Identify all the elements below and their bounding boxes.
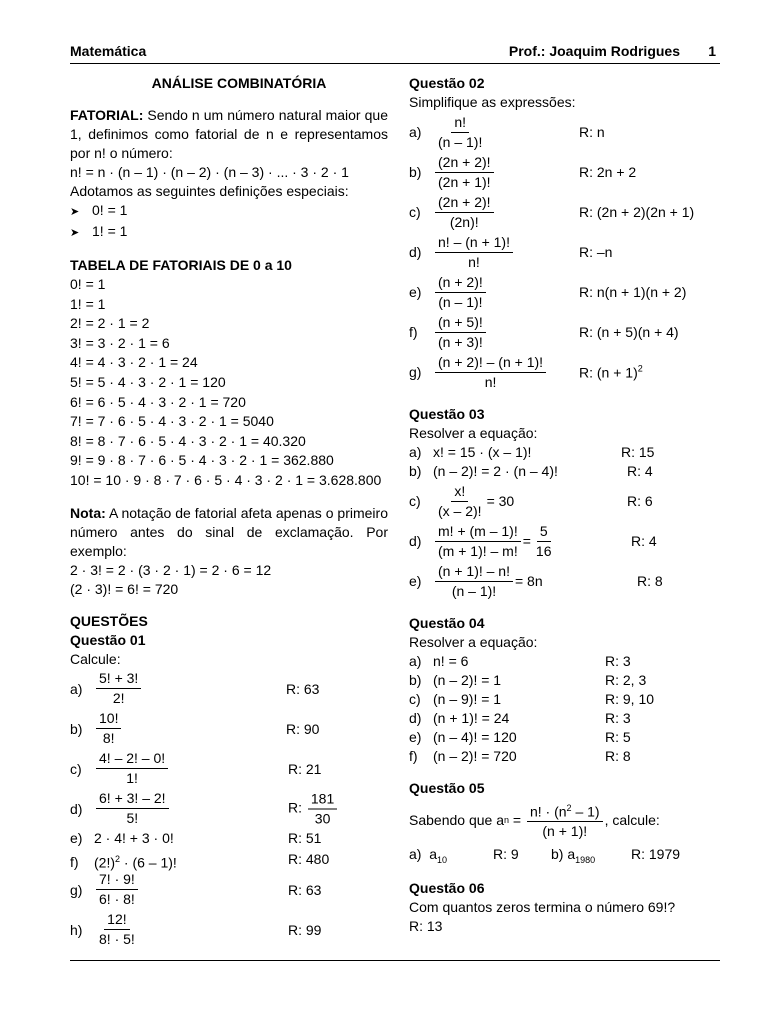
fraction: $\frac{(n + 2)! - (n + 1)!}{n!}$ bbox=[435, 354, 546, 391]
table-line: 2! = 2 · 1 = 2 bbox=[70, 315, 150, 332]
q04-item-d: d) (n + 1)! = 24 R: 3 bbox=[409, 710, 631, 726]
page-title: ANÁLISE COMBINATÓRIA bbox=[151, 75, 327, 91]
arrow-bullet-icon: ➤ bbox=[70, 206, 80, 218]
nota-example: (2 · 3)! = 6! = 720 bbox=[70, 580, 179, 597]
q02-item-a: a) $\frac{n!}{(n - 1)!}$ R: n bbox=[409, 113, 605, 150]
q03-item-b: b) (n – 2)! = 2 · (n – 4)! R: 4 bbox=[409, 463, 653, 479]
q06-answer: R: 13 bbox=[409, 918, 443, 934]
q02-intro: Simplifique as expressões: bbox=[409, 94, 576, 110]
q03-item-a: a) x! = 15 · (x – 1)! R: 15 bbox=[409, 444, 655, 460]
q05-statement: Sabendo que a n = $\frac{n! \cdot (n^2 - 1)}{(n + 1)!}$ , calcule: bbox=[409, 798, 729, 842]
answer: R: 4 bbox=[627, 463, 653, 479]
answer: R: (2n + 2)(2n + 1) bbox=[579, 204, 695, 220]
q03-item-d: d) $\frac{m! + (m - 1)!}{(m + 1)! - m!}$ = $\frac{5}{16}$ R: 4 bbox=[409, 522, 657, 559]
q02-item-c: c) $\frac{(2n + 2)!}{(2n)!}$ R: (2n + 2)(2n + 1) bbox=[409, 193, 695, 230]
q01-item-e: e) 2 · 4! + 3 · 0! R: 51 bbox=[70, 829, 322, 846]
fraction: $\frac{4! - 2! - 0!}{1!}$ bbox=[96, 750, 168, 787]
answer: R: 8 bbox=[605, 748, 631, 764]
fraction: $\frac{(n + 2)!}{(n - 1)!}$ bbox=[435, 274, 486, 311]
q01-item-h: h) $\frac{12!}{8! \cdot 5!}$ R: 99 bbox=[70, 911, 322, 948]
fatorial-text: Sendo n um número natural maior que 1, definimos como fatorial de n e representamos por n! o número: bbox=[70, 107, 388, 161]
answer: R: $(n + 1)^2$ bbox=[579, 363, 643, 381]
special-item: ➤ 1! = 1 bbox=[70, 222, 388, 243]
table-line: 4! = 4 · 3 · 2 · 1 = 24 bbox=[70, 354, 198, 371]
questoes-title: QUESTÕES bbox=[70, 612, 148, 629]
answer: R: 9, 10 bbox=[605, 691, 655, 707]
special-definitions-intro: Adotamos as seguintes definições especiais: bbox=[70, 183, 349, 199]
q05-parts: a) $a_{10}$ R: 9 b) $a_{1980}$ R: 1979 bbox=[409, 842, 729, 866]
table-line: 9! = 9 · 8 · 7 · 6 · 5 · 4 · 3 · 2 · 1 = 362.880 bbox=[70, 452, 334, 469]
table-title: TABELA DE FATORIAIS DE 0 a 10 bbox=[70, 257, 292, 273]
q01-title: Questão 01 bbox=[70, 631, 146, 648]
answer: R: 15 bbox=[621, 444, 655, 460]
fraction: $\frac{7! \cdot 9!}{6! \cdot 8!}$ bbox=[96, 871, 138, 908]
fraction: $\frac{x!}{(x - 2)!}$ bbox=[438, 482, 482, 519]
q04-item-a: a) n! = 6 R: 3 bbox=[409, 653, 631, 669]
q04-intro: Resolver a equação: bbox=[409, 634, 538, 650]
fatorial-label: FATORIAL: bbox=[70, 107, 144, 123]
answer: R: (n + 5)(n + 4) bbox=[579, 324, 679, 340]
q05-title: Questão 05 bbox=[409, 780, 485, 796]
fatorial-formula: n! = n · (n – 1) · (n – 2) · (n – 3) · ... · 3 · 2 · 1 bbox=[70, 164, 349, 180]
answer: R: 480 bbox=[288, 850, 330, 867]
table-line: 3! = 3 · 2 · 1 = 6 bbox=[70, 334, 170, 351]
q02-item-e: e) $\frac{(n + 2)!}{(n - 1)!}$ R: n(n + 1)(n + 2) bbox=[409, 273, 687, 310]
answer: R: 5 bbox=[605, 729, 631, 745]
q06-text: Com quantos zeros termina o número 69!? bbox=[409, 899, 676, 915]
table-line: 0! = 1 bbox=[70, 276, 106, 292]
fraction: $\frac{6! + 3! - 2!}{5!}$ bbox=[96, 790, 169, 827]
nota-example: 2 · 3! = 2 · (3 · 2 · 1) = 2 · 6 = 12 bbox=[70, 561, 272, 578]
q04-item-e: e) (n – 4)! = 120 R: 5 bbox=[409, 729, 631, 745]
q01-item-c: c) $\frac{4! - 2! - 0!}{1!}$ R: 21 bbox=[70, 750, 322, 787]
answer: R: 90 bbox=[286, 720, 320, 737]
answer: R: n(n + 1)(n + 2) bbox=[579, 284, 687, 300]
q01-item-b: b) $\frac{10!}{8!}$ R: 90 bbox=[70, 710, 320, 747]
page-number: 1 bbox=[708, 43, 716, 59]
fraction: $\frac{(n + 1)! - n!}{(n - 1)!}$ bbox=[435, 563, 513, 600]
footer-rule bbox=[70, 960, 720, 961]
answer: R: 3 bbox=[605, 653, 631, 669]
subject-label: Matemática bbox=[70, 43, 147, 59]
fraction: $\frac{5}{16}$ bbox=[535, 522, 552, 559]
answer: R: 2, 3 bbox=[605, 672, 647, 688]
table-line: 1! = 1 bbox=[70, 295, 106, 312]
fraction: $\frac{n!}{(n - 1)!}$ bbox=[438, 113, 483, 150]
answer: R: 51 bbox=[288, 829, 322, 846]
answer: R: –n bbox=[579, 244, 613, 260]
table-line: 7! = 7 · 6 · 5 · 4 · 3 · 2 · 1 = 5040 bbox=[70, 413, 274, 430]
nota-text: A notação de fatorial afeta apenas o primeiro número antes do sinal de exclamação. Por exemplo: bbox=[70, 504, 388, 559]
q02-item-g: g) $\frac{(n + 2)! - (n + 1)!}{n!}$ R: $(n + 1)^2$ bbox=[409, 353, 643, 390]
right-column bbox=[409, 74, 729, 936]
q01-item-g: g) $\frac{7! \cdot 9!}{6! \cdot 8!}$ R: 63 bbox=[70, 871, 322, 908]
answer: R: 63 bbox=[288, 881, 322, 898]
q02-item-d: d) $\frac{n! - (n + 1)!}{n!}$ R: –n bbox=[409, 233, 613, 270]
answer: R: 9 bbox=[493, 846, 519, 862]
q04-item-b: b) (n – 2)! = 1 R: 2, 3 bbox=[409, 672, 647, 688]
table-line: 5! = 5 · 4 · 3 · 2 · 1 = 120 bbox=[70, 373, 226, 390]
answer: R: 63 bbox=[286, 680, 320, 697]
fraction: $\frac{(n + 5)!}{(n + 3)!}$ bbox=[435, 314, 486, 351]
answer: R: 8 bbox=[637, 573, 663, 589]
q02-item-b: b) $\frac{(2n + 2)!}{(2n + 1)!}$ R: 2n + 2 bbox=[409, 153, 637, 190]
q04-item-f: f) (n – 2)! = 720 R: 8 bbox=[409, 748, 631, 764]
fatorial-definition bbox=[70, 106, 388, 163]
nota-paragraph bbox=[70, 504, 388, 561]
factorial-table bbox=[70, 275, 388, 491]
teacher-label: Prof.: Joaquim Rodrigues bbox=[508, 43, 680, 59]
fraction: $\frac{m! + (m - 1)!}{(m + 1)! - m!}$ bbox=[435, 523, 521, 560]
fraction: $\frac{5! + 3!}{2!}$ bbox=[96, 670, 141, 707]
answer: R: n bbox=[579, 124, 605, 140]
q06-title: Questão 06 bbox=[409, 880, 485, 896]
q03-title: Questão 03 bbox=[409, 406, 485, 422]
q01-item-d: d) $\frac{6! + 3! - 2!}{5!}$ R: $\frac{181}{30}$ bbox=[70, 789, 388, 829]
q02-item-f: f) $\frac{(n + 5)!}{(n + 3)!}$ R: (n + 5)(n + 4) bbox=[409, 313, 679, 350]
q04-title: Questão 04 bbox=[409, 615, 485, 631]
table-line: 6! = 6 · 5 · 4 · 3 · 2 · 1 = 720 bbox=[70, 393, 246, 410]
q04-item-c: c) (n – 9)! = 1 R: 9, 10 bbox=[409, 691, 655, 707]
q01-item-a: a) $\frac{5! + 3!}{2!}$ R: 63 bbox=[70, 670, 320, 707]
answer: R: 99 bbox=[288, 921, 322, 938]
nota-label: Nota: bbox=[70, 504, 106, 521]
q02-title: Questão 02 bbox=[409, 75, 485, 91]
answer: R: 1979 bbox=[631, 846, 681, 862]
answer: R: 21 bbox=[288, 760, 322, 777]
fraction: $\frac{(2n + 2)!}{(2n)!}$ bbox=[435, 194, 494, 231]
left-column bbox=[70, 74, 388, 950]
q05-part-b: b) $a_{1980}$ bbox=[551, 846, 596, 865]
answer: R: 4 bbox=[631, 533, 657, 549]
table-line: 8! = 8 · 7 · 6 · 5 · 4 · 3 · 2 · 1 = 40.320 bbox=[70, 432, 306, 449]
fraction: $\frac{(2n + 2)!}{(2n + 1)!}$ bbox=[435, 154, 494, 191]
q01-item-f: f) $(2!)^2 \cdot (6 - 1)$! R: 480 bbox=[70, 848, 388, 870]
q03-item-c: c) $\frac{x!}{(x - 2)!}$ = 30 R: 6 bbox=[409, 482, 653, 519]
q03-item-e: e) $\frac{(n + 1)! - n!}{(n - 1)!}$ = 8n R: 8 bbox=[409, 562, 663, 599]
special-item: ➤ 0! = 1 bbox=[70, 201, 388, 222]
answer: R: 2n + 2 bbox=[579, 164, 637, 180]
table-line: 10! = 10 · 9 · 8 · 7 · 6 · 5 · 4 · 3 · 2 · 1 = 3.628.800 bbox=[70, 471, 382, 488]
answer: R: 6 bbox=[627, 493, 653, 509]
q01-intro: Calcule: bbox=[70, 650, 121, 667]
page-header bbox=[70, 41, 720, 64]
fraction: $\frac{10!}{8!}$ bbox=[96, 710, 121, 747]
answer: R: 3 bbox=[605, 710, 631, 726]
fraction: $\frac{n! \cdot (n^2 - 1)}{(n + 1)!}$ bbox=[527, 800, 603, 841]
arrow-bullet-icon: ➤ bbox=[70, 227, 80, 239]
answer: R: $\frac{181}{30}$ bbox=[288, 790, 339, 827]
fraction: $\frac{12!}{8! \cdot 5!}$ bbox=[99, 911, 135, 948]
q03-intro: Resolver a equação: bbox=[409, 425, 538, 441]
fraction: $\frac{n! - (n + 1)!}{n!}$ bbox=[435, 234, 513, 271]
